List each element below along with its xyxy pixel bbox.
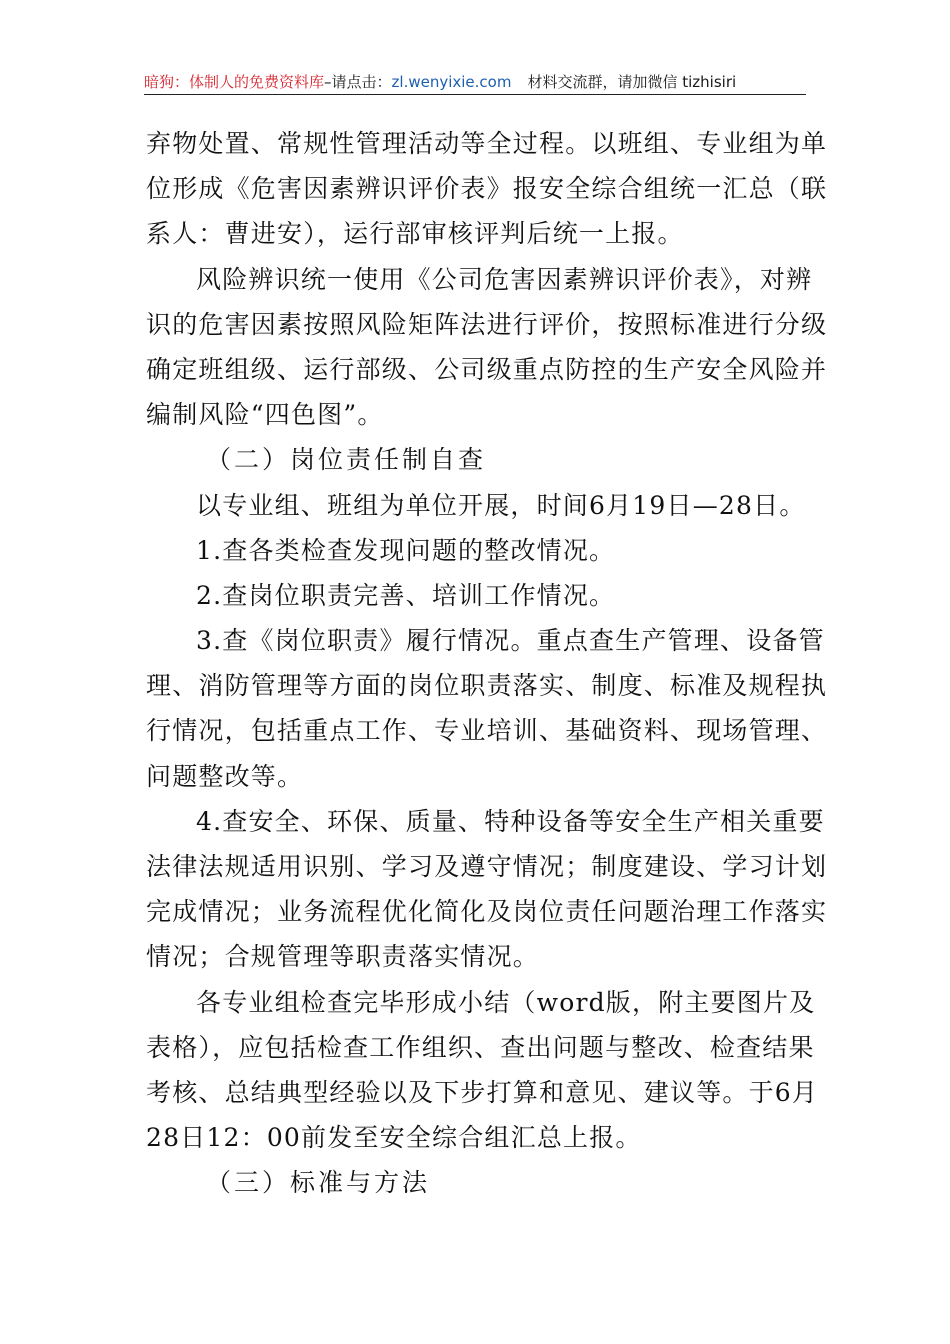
- body-line: 法律法规适用识别、学习及遵守情况；制度建设、学习计划: [146, 852, 828, 881]
- body-line: 情况；合规管理等职责落实情况。: [146, 942, 540, 972]
- header-click-prompt: –请点击：: [324, 73, 392, 91]
- list-item: 4.查安全、环保、质量、特种设备等安全生产相关重要: [196, 806, 825, 836]
- header-site-name: 暗狗：体制人的免费资料库: [144, 73, 325, 91]
- header-url-link[interactable]: zl.wenyixie.com: [391, 73, 512, 91]
- body-line: 系人：曹进安），运行部审核评判后统一上报。: [146, 219, 684, 249]
- section-heading: （二）岗位责任制自查: [206, 445, 487, 475]
- body-line: 28日12：00前发至安全综合组汇总上报。: [146, 1123, 642, 1153]
- body-line: 表格），应包括检查工作组织、查出问题与整改、检查结果: [146, 1032, 815, 1062]
- body-line: 风险辨识统一使用《公司危害因素辨识评价表》，对辨: [196, 264, 813, 294]
- document-body: [146, 121, 828, 1206]
- list-item: 2.查岗位职责完善、培训工作情况。: [196, 580, 616, 610]
- body-line: 识的危害因素按照风险矩阵法进行评价，按照标准进行分级: [146, 309, 828, 339]
- document-header: [144, 70, 806, 94]
- body-line: 以专业组、班组为单位开展，时间6月19日—28日。: [196, 490, 806, 520]
- body-line: 位形成《危害因素辨识评价表》报安全综合组统一汇总（联: [146, 174, 828, 204]
- body-line: 行情况，包括重点工作、专业培训、基础资料、现场管理、: [146, 716, 828, 746]
- body-line: 理、消防管理等方面的岗位职责落实、制度、标准及规程执: [146, 671, 828, 701]
- header-divider: [144, 94, 806, 95]
- body-line: 各专业组检查完毕形成小结（word版，附主要图片及: [196, 987, 816, 1017]
- body-line: 确定班组级、运行部级、公司级重点防控的生产安全风险并: [146, 354, 828, 384]
- section-heading: （三）标准与方法: [206, 1168, 431, 1198]
- body-line: 编制风险“四色图”。: [146, 400, 384, 430]
- list-item: 1.查各类检查发现问题的整改情况。: [196, 535, 616, 565]
- body-line: 问题整改等。: [146, 761, 304, 791]
- list-item: 3.查《岗位职责》履行情况。重点查生产管理、设备管: [196, 626, 825, 656]
- body-line: 弃物处置、常规性管理活动等全过程。以班组、专业组为单: [146, 129, 828, 158]
- body-line: 完成情况；业务流程优化简化及岗位责任问题治理工作落实: [146, 897, 828, 927]
- header-wechat-note: 材料交流群，请加微信 tizhisiri: [527, 73, 737, 91]
- body-line: 考核、总结典型经验以及下步打算和意见、建议等。于6月: [146, 1077, 819, 1107]
